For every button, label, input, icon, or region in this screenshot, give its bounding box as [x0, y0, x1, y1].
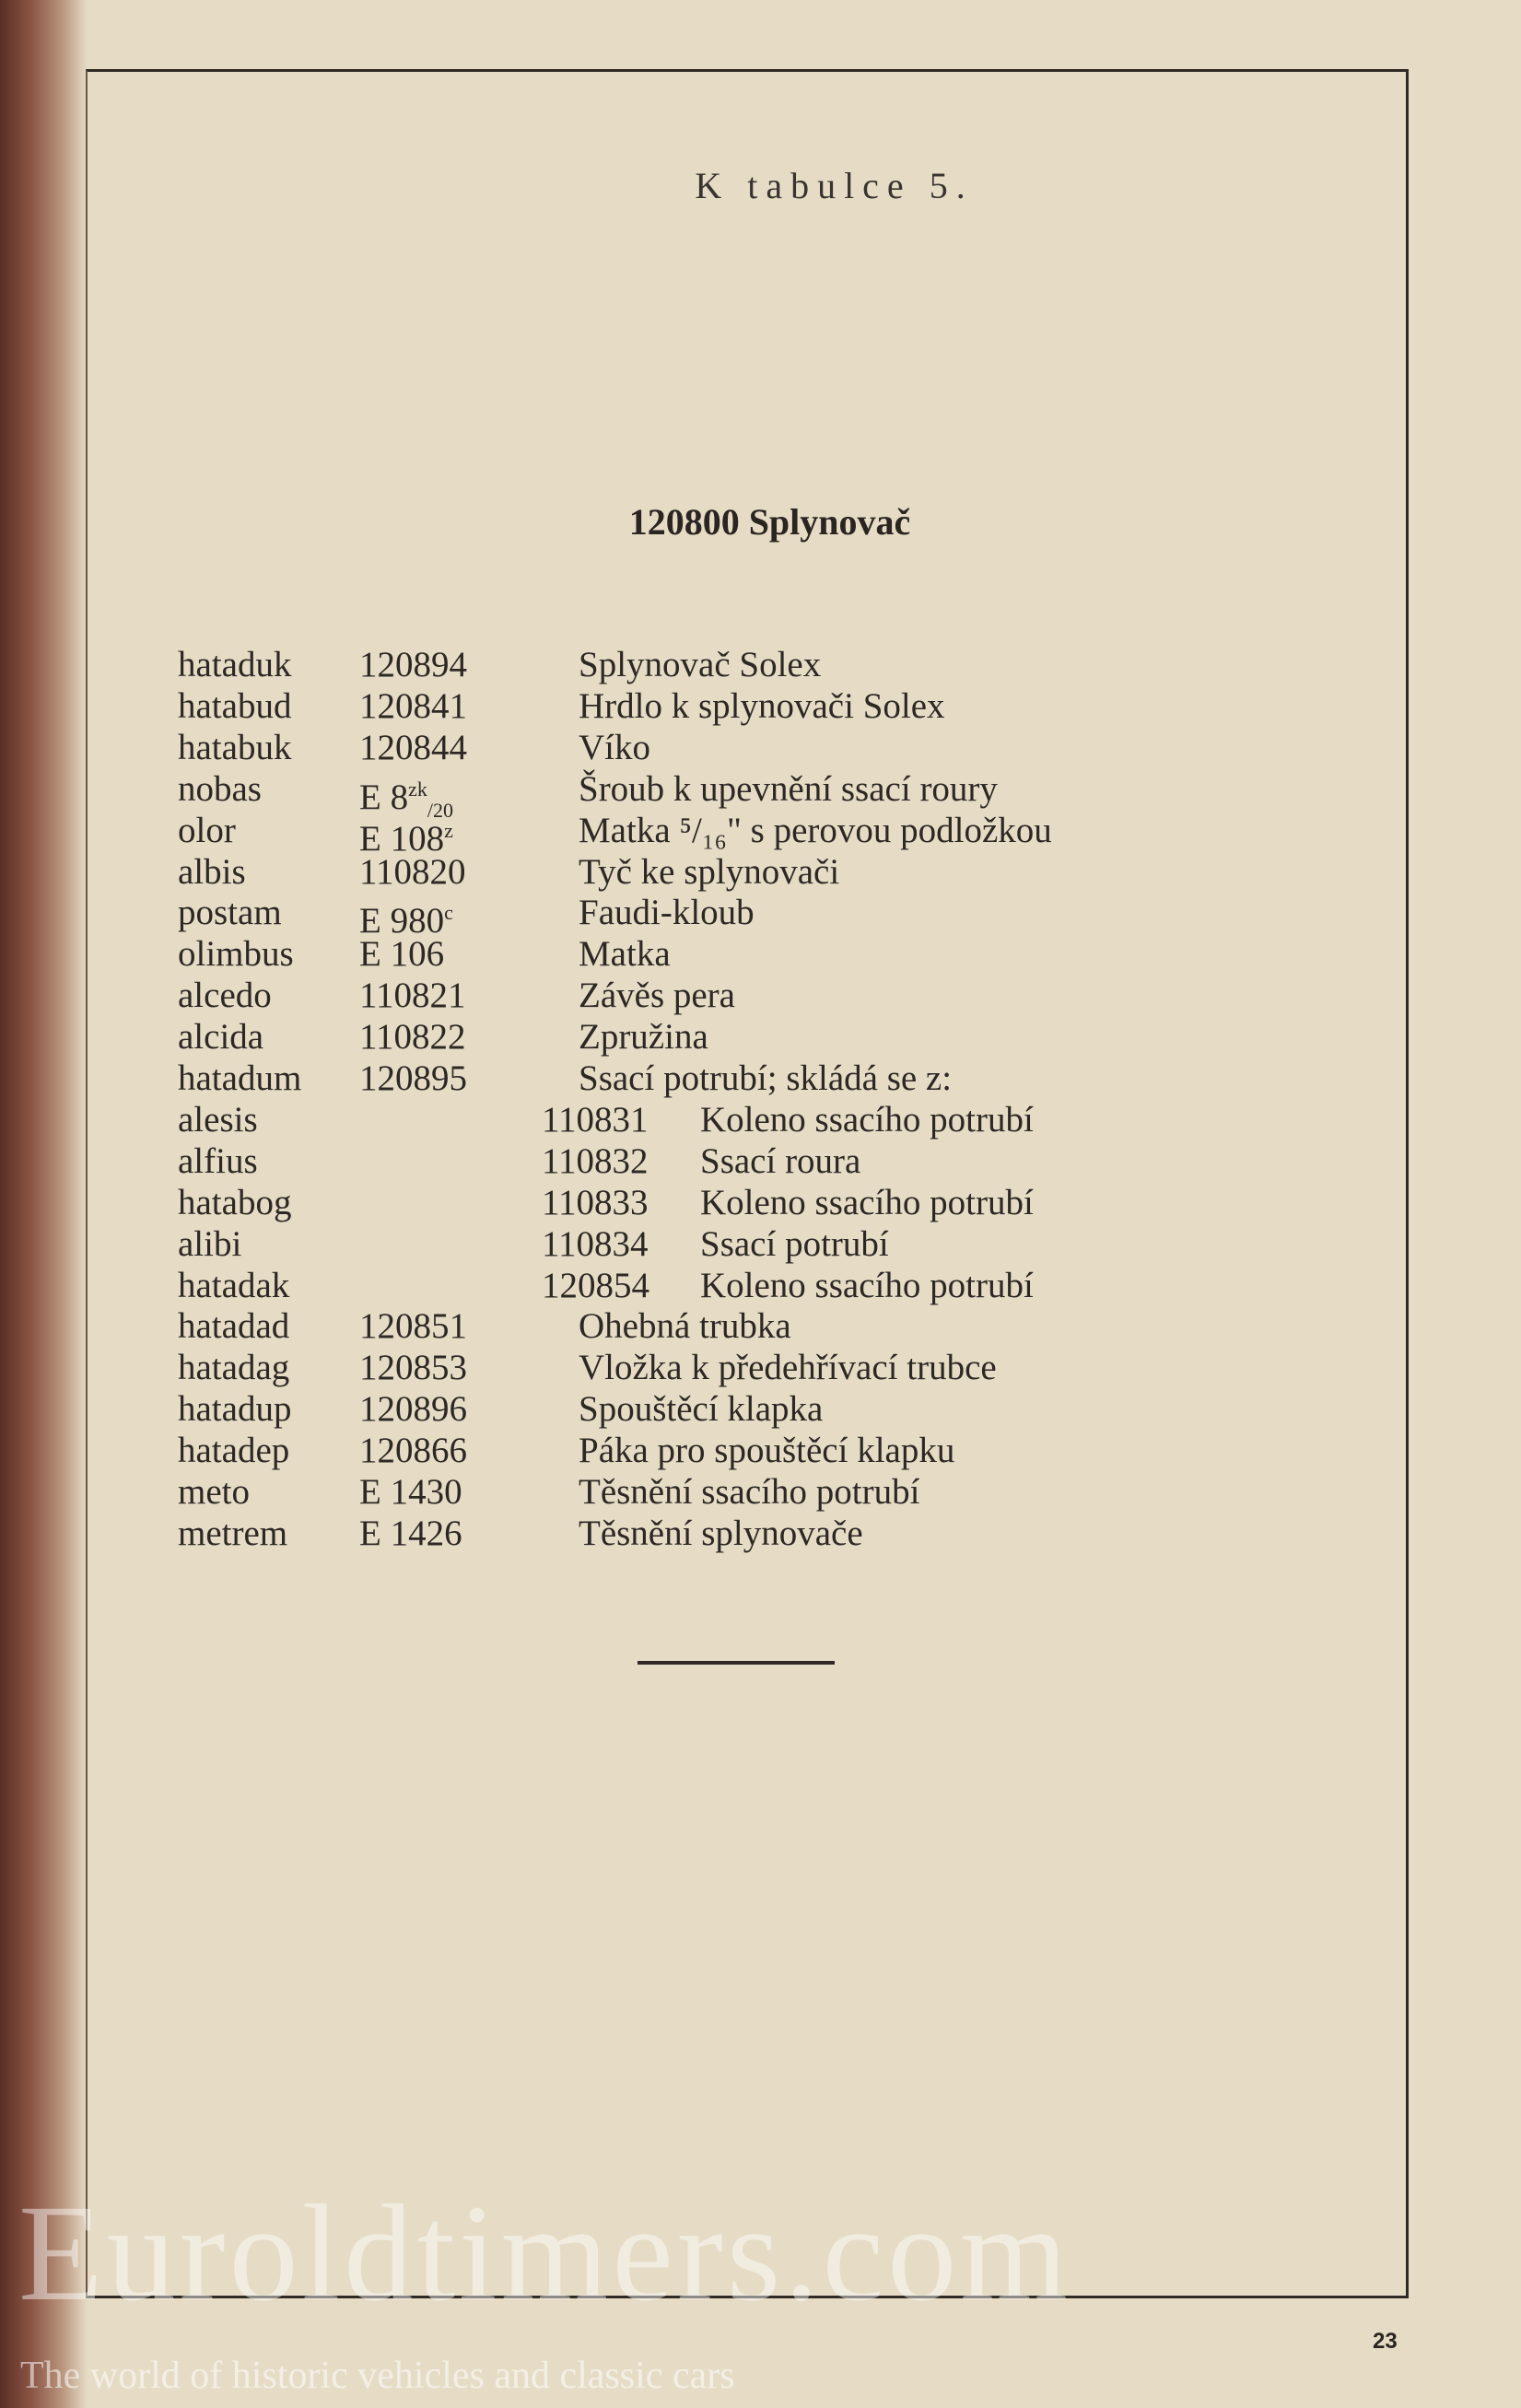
part-description: Těsnění splynovače [579, 1513, 863, 1553]
part-number-main: 110822 [359, 1017, 466, 1058]
part-number [359, 1472, 462, 1513]
part-number [359, 1017, 466, 1058]
part-row [0, 1306, 1521, 1347]
part-description: Víko [579, 727, 650, 767]
part-code: hataduk [178, 645, 292, 684]
part-number-main: E 1430 [359, 1472, 462, 1512]
part-row [0, 1389, 1521, 1430]
part-code: hatadag [178, 1348, 290, 1388]
part-row [0, 1266, 1521, 1306]
part-description: Zpružina [579, 1017, 708, 1058]
part-number [359, 645, 467, 685]
subpart-description: Koleno ssacího potrubí [700, 1182, 1034, 1222]
part-number-main: 120844 [359, 727, 467, 767]
part-number-main: 120894 [359, 645, 467, 684]
part-row [0, 1472, 1521, 1513]
part-description: Faudi-kloub [579, 893, 755, 933]
part-row [0, 1017, 1521, 1058]
part-code: hatadep [178, 1431, 290, 1471]
part-code: hatadad [178, 1306, 290, 1347]
part-code: hatadup [178, 1389, 292, 1430]
part-number-main: E 108 [359, 818, 445, 859]
part-number [359, 1389, 467, 1430]
part-description: Páka pro spouštěcí klapku [579, 1431, 955, 1471]
watermark-logo: Euroldtimers.com [18, 2177, 1071, 2330]
subpart-description: Ssací potrubí [700, 1223, 889, 1264]
part-number-superscript: zk [408, 777, 427, 801]
part-description: Vložka k předehřívací trubce [579, 1348, 997, 1388]
subpart-description: Koleno ssacího potrubí [700, 1099, 1034, 1140]
part-row [0, 768, 1521, 822]
part-code: alcida [178, 1017, 264, 1058]
part-number [359, 1431, 467, 1471]
part-number-superscript: c [444, 901, 453, 925]
part-number [359, 1514, 462, 1554]
part-description: Splynovač Solex [579, 645, 822, 684]
part-row [0, 934, 1521, 975]
divider-rule [638, 1661, 835, 1665]
part-row [0, 1058, 1521, 1099]
part-number [359, 728, 467, 768]
subpart-number: 110834 [542, 1223, 649, 1264]
part-description: Šroub k upevnění ssací roury [579, 768, 998, 809]
part-row [0, 976, 1521, 1016]
part-code: hatabog [178, 1182, 292, 1222]
part-number [359, 1348, 467, 1388]
part-description: Tyč ke splynovači [579, 851, 840, 892]
subpart-description: Ssací roura [700, 1140, 861, 1181]
part-description: Matka ⁵/₁₆" s perovou podložkou [579, 810, 1052, 850]
part-number [359, 1058, 467, 1099]
part-code: albis [178, 851, 246, 892]
part-description: Hrdlo k splynovači Solex [579, 685, 945, 726]
part-description: Těsnění ssacího potrubí [579, 1472, 920, 1512]
part-description: Ohebná trubka [579, 1306, 791, 1347]
page-number: 23 [1373, 2329, 1398, 2354]
part-number [359, 852, 466, 893]
part-number-main: 120853 [359, 1348, 467, 1388]
part-code: hatabuk [178, 727, 292, 767]
part-number-main: E 8 [359, 777, 409, 817]
table-reference-heading: K tabulce 5. [695, 165, 974, 206]
subpart-number: 110832 [542, 1140, 649, 1181]
part-row [0, 728, 1521, 768]
part-number [359, 1306, 467, 1347]
part-number-main: 120896 [359, 1389, 467, 1430]
part-row [0, 893, 1521, 941]
part-number-main: 110820 [359, 851, 466, 892]
part-code: hatadak [178, 1265, 290, 1305]
part-number-main: 120851 [359, 1306, 467, 1347]
section-title: 120800 Splynovač [628, 501, 911, 543]
part-row [0, 852, 1521, 893]
part-description: Matka [579, 934, 671, 975]
part-number-main: 120895 [359, 1058, 467, 1098]
part-code: alfius [178, 1140, 258, 1181]
part-number-main: 120841 [359, 685, 467, 726]
part-code: alesis [178, 1099, 258, 1140]
watermark-tagline: The world of historic vehicles and classic cars [20, 2355, 735, 2397]
part-row [0, 1514, 1521, 1554]
part-row [0, 1224, 1521, 1265]
part-row [0, 1431, 1521, 1471]
part-code: hatadum [178, 1058, 302, 1098]
part-row [0, 686, 1521, 727]
part-number [359, 934, 444, 975]
part-row [0, 1141, 1521, 1182]
part-code: alibi [178, 1223, 242, 1264]
part-description: Ssací potrubí; skládá se z: [579, 1058, 953, 1098]
part-number-main: E 980 [359, 901, 445, 941]
part-number-main: 110821 [359, 976, 466, 1016]
part-code: postam [178, 893, 282, 933]
part-number [359, 686, 467, 727]
part-number-main: 120866 [359, 1431, 467, 1471]
part-code: hatabud [178, 685, 292, 726]
subpart-number: 110833 [542, 1182, 649, 1222]
part-number-superscript: z [444, 818, 453, 842]
part-code: nobas [178, 768, 262, 809]
part-code: meto [178, 1472, 250, 1512]
subpart-number: 110831 [542, 1099, 649, 1140]
part-number-fraction: /20 [427, 798, 453, 822]
part-number-main: E 1426 [359, 1513, 462, 1553]
part-row [0, 1348, 1521, 1388]
part-code: olor [178, 810, 236, 850]
part-number-main: E 106 [359, 934, 445, 975]
part-description: Závěs pera [579, 976, 735, 1016]
part-row [0, 1183, 1521, 1223]
subpart-number: 120854 [542, 1265, 649, 1305]
part-row [0, 1100, 1521, 1140]
part-description: Spouštěcí klapka [579, 1389, 824, 1430]
part-code: olimbus [178, 934, 294, 975]
part-number [359, 976, 466, 1016]
part-code: alcedo [178, 976, 272, 1016]
part-row [0, 645, 1521, 685]
subpart-description: Koleno ssacího potrubí [700, 1265, 1034, 1305]
part-code: metrem [178, 1513, 288, 1553]
